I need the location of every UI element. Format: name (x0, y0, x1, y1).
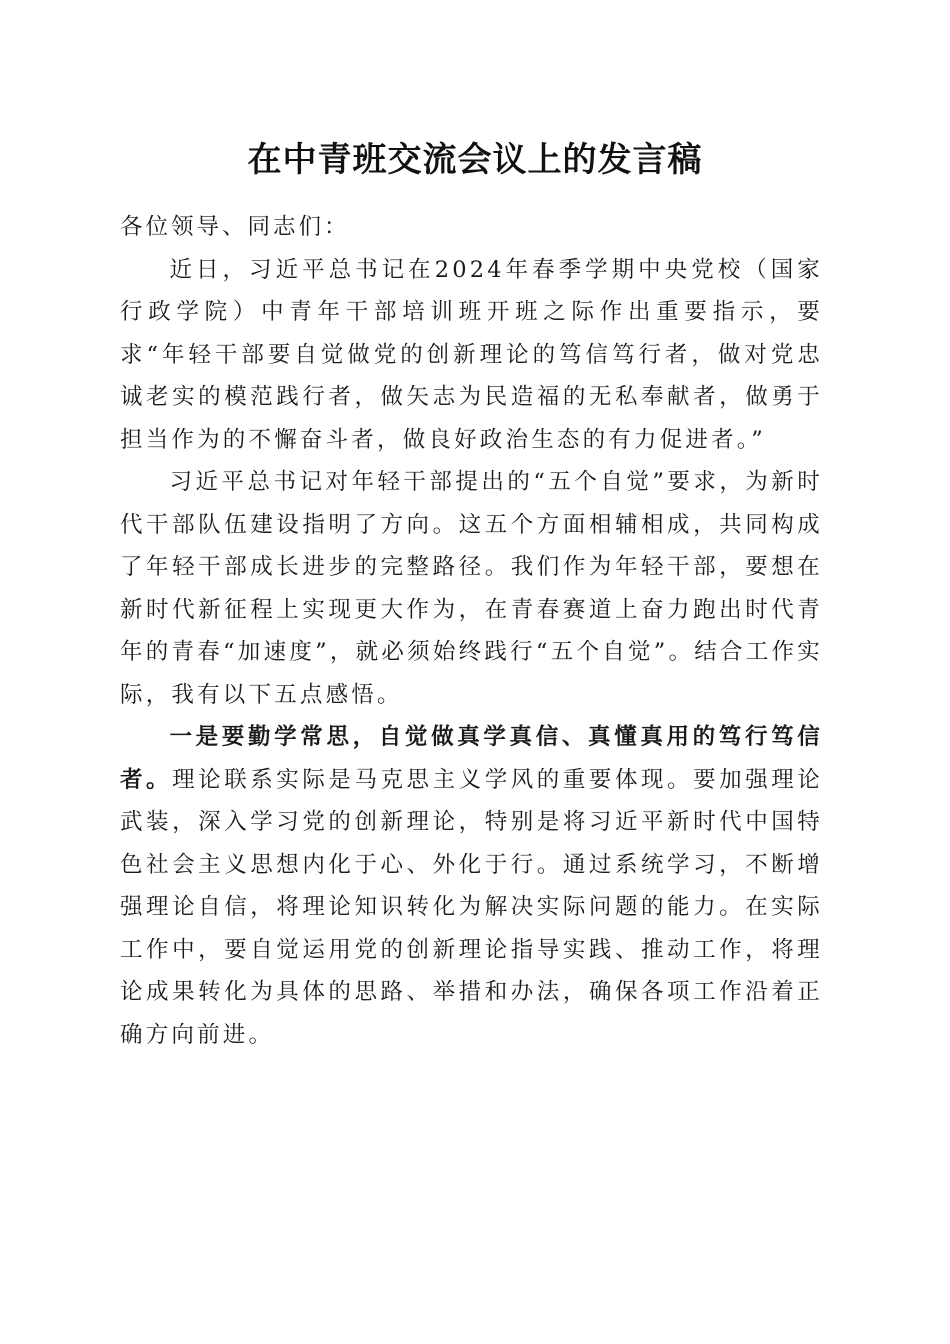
paragraph-five-consciousness: 习近平总书记对年轻干部提出的“五个自觉”要求，为新时代干部队伍建设指明了方向。这五个方面相辅相成，共同构成了年轻干部成长进步的完整路径。我们作为年轻干部，要想在新时代新征程上实现更大作为，在青春赛道上奋力跑出时代青年的青春“加速度”，就必须始终践行“五个自觉”。结合工作实际，我有以下五点感悟。 (120, 469, 823, 708)
paragraph-intro: 近日，习近平总书记在2024年春季学期中央党校（国家行政学院）中青年干部培训班开班之际作出重要指示，要求“年轻干部要自觉做党的创新理论的笃信笃行者，做对党忠诚老实的模范践行者，做矢志为民造福的无私奉献者，做勇于担当作为的不懈奋斗者，做良好政治生态的有力促进者。” (120, 256, 823, 453)
document-title: 在中青班交流会议上的发言稿 (247, 140, 703, 180)
document-body (120, 206, 823, 1056)
paragraph-lead-sentence: 一是要勤学常思，自觉做真学真信、真懂真用的笃行笃信者。 (120, 724, 823, 793)
salutation: 各位领导、同志们： (120, 214, 350, 240)
paragraph-point-one (120, 716, 823, 1056)
paragraph-body-text: 理论联系实际是马克思主义学风的重要体现。要加强理论武装，深入学习党的创新理论，特别是将习近平新时代中国特色社会主义思想内化于心、外化于行。通过系统学习，不断增强理论自信，将理论知识转化为解决实际问题的能力。在实际工作中，要自觉运用党的创新理论指导实践、推动工作，将理论成果转化为具体的思路、举措和办法，确保各项工作沿着正确方向前进。 (120, 766, 823, 1048)
